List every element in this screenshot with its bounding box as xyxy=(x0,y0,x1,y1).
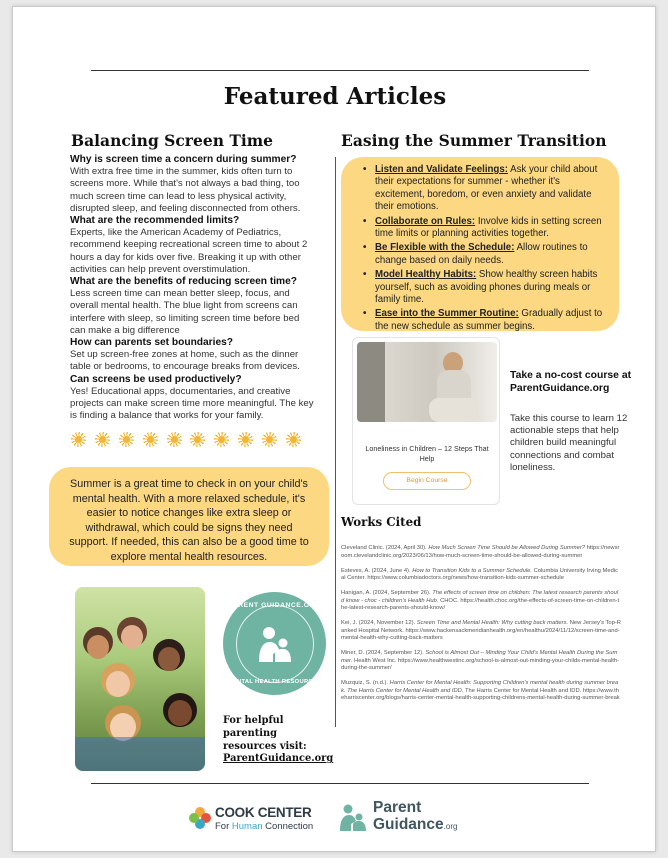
faq-item xyxy=(70,276,315,337)
course-photo xyxy=(357,342,497,422)
works-cited-heading: Works Cited xyxy=(341,515,422,529)
tip-item xyxy=(363,242,605,267)
parent-child-icon xyxy=(253,622,297,666)
citation-author: Esteves, A. (2024, June 4). xyxy=(341,567,413,574)
citation-author: Cleveland Clinic. (2024, April 30). xyxy=(341,545,429,551)
faq-question: How can parents set boundaries? xyxy=(70,337,234,349)
sun-icon xyxy=(238,432,253,447)
faq-item xyxy=(70,154,315,215)
citation-title: How Much Screen Time Should be Allowed During Summer? xyxy=(428,545,585,551)
sun-icon xyxy=(143,432,158,447)
footer-logos xyxy=(13,799,657,839)
bottom-divider xyxy=(91,783,589,784)
citation-title: Screen Time and Mental Health: Why cutting back matters. xyxy=(416,620,569,626)
faq-item xyxy=(70,337,315,374)
tips-list xyxy=(363,164,605,333)
top-divider xyxy=(91,70,589,71)
mental-health-resources-badge xyxy=(223,592,326,695)
tip-item xyxy=(363,269,605,306)
tip-title: Collaborate on Rules: xyxy=(375,215,476,227)
citation xyxy=(341,545,621,560)
citation-author: Miner, D. (2024, September 12). xyxy=(341,650,426,656)
tip-body: Gradually adjust to the new schedule as summer begins. xyxy=(375,308,603,332)
parent-guidance-logo xyxy=(339,799,489,839)
faq-answer: Experts, like the American Academy of Pediatrics, recommend keeping recreational screen time to about 2 hours a day for kids over five. Breaking it up with other activities can help prevent overstimulation. xyxy=(70,227,308,275)
tip-title: Listen and Validate Feelings: xyxy=(375,164,508,175)
cook-center-name: COOK CENTER xyxy=(215,805,312,820)
citation xyxy=(341,680,621,703)
mental-health-callout: Summer is a great time to check in on your child's mental health. With a more relaxed schedule, it's easier to notice changes like extra sleep or withdrawal, which could be signs they need support. If needed, this can also be a good time to explore mental health resources. xyxy=(49,467,329,566)
resources-note xyxy=(223,715,333,766)
sun-icon xyxy=(286,432,301,447)
tip-title: Ease into the Summer Routine: xyxy=(375,308,519,320)
citation xyxy=(341,650,621,673)
cook-center-flower-icon xyxy=(189,807,211,829)
sun-icon xyxy=(262,432,277,447)
tip-body: Involve kids in setting screen time limits or planning activities together. xyxy=(375,215,602,240)
citation xyxy=(341,620,621,643)
course-card[interactable] xyxy=(352,337,500,505)
sun-icon xyxy=(71,432,86,447)
tip-body: Show healthy screen habits yourself, such as avoiding phones during meals or family time. xyxy=(375,269,598,306)
citation-title: The effects of screen time on children: The latest research parents should know - choc - children's Health Hub. xyxy=(341,590,619,604)
citation xyxy=(341,568,621,583)
sun-icon xyxy=(214,432,229,447)
citation-source: Columbia University Irving Medical Center. https://www.columbiadoctors.org/news/how-transition-kids-summer-schedule xyxy=(341,567,618,581)
kids-photo xyxy=(75,587,205,771)
column-divider xyxy=(335,157,336,727)
parentguidance-link[interactable]: ParentGuidance.org xyxy=(223,753,334,765)
badge-bottom-text: MENTAL HEALTH RESOURCES xyxy=(227,679,322,685)
sun-icon xyxy=(119,432,134,447)
tip-title: Model Healthy Habits: xyxy=(375,269,477,281)
faq-answer: Yes! Educational apps, documentaries, and creative projects can make screen time more meaningful. The key is finding a balance that works for your family. xyxy=(70,385,314,422)
citation-author: Muzquiz, S. (n.d.). xyxy=(341,680,390,686)
tip-item xyxy=(363,216,605,241)
citation-source: Health West Inc. https://www.healthwestinc.org/school-is-almost-out-minding-your-childs-mental-health-during-the-summer/ xyxy=(341,657,620,671)
sun-icon xyxy=(95,432,110,447)
article-page xyxy=(12,6,656,852)
tip-title: Be Flexible with the Schedule: xyxy=(375,242,515,254)
faq-question: Why is screen time a concern during summer? xyxy=(70,154,297,165)
resources-text: For helpful parenting resources visit: xyxy=(223,715,307,752)
citation-source: The Harris Center for Mental Health and IDD. https://www.theharriscenter.org/blogs/harris-center-mental-health-supporting-childrens-mental-health-during-summer-break xyxy=(341,687,620,701)
citation-author: Hanigan, A. (2024, September 26). xyxy=(341,590,433,596)
citation-author: Kei, J. (2024, November 12). xyxy=(341,620,417,626)
works-cited-list xyxy=(341,545,621,710)
right-heading: Easing the Summer Transition xyxy=(341,131,607,150)
nocost-course-body: Take this course to learn 12 actionable steps that help children build meaningful connections and combat loneliness. xyxy=(510,413,628,473)
citation-source: https://newsroom.clevelandclinic.org/2023/06/13/how-much-screen-time-should-be-allowed-during-summer xyxy=(341,545,620,559)
faq-item xyxy=(70,374,315,423)
parent-guidance-icon xyxy=(339,803,367,831)
nocost-course-title: Take a no-cost course at ParentGuidance.org xyxy=(510,370,632,394)
badge-top-text: PARENT GUIDANCE.ORG xyxy=(228,602,321,609)
sun-divider xyxy=(71,432,301,447)
page-title: Featured Articles xyxy=(223,83,447,110)
left-heading: Balancing Screen Time xyxy=(71,131,274,150)
faq-answer: Set up screen-free zones at home, such as the dinner table or bedrooms, to encourage breaks from devices. xyxy=(70,349,300,373)
citation-source: New Jersey's Top-Ranked Hospital Network. https://www.hackensackmeridianhealth.org/en/healthu/2024/11/12/screen-time-and-mental-health-why-cutting-back-matters xyxy=(341,620,621,641)
faq-question: What are the recommended limits? xyxy=(70,215,240,227)
citation-title: Harris Center for Mental Health: Supporting Children's mental health during summer break. The Harris Center for Mental Health and IDD. xyxy=(341,680,619,694)
parent-guidance-wordmark: Parent Guidance.org xyxy=(373,799,458,833)
tip-body: Ask your child about their expectations for summer - whether it's excitement, boredom, or even anxiety and validate their emotions. xyxy=(375,164,598,213)
faq-question: Can screens be used productively? xyxy=(70,373,242,385)
citation xyxy=(341,590,621,613)
cook-center-tagline: For Human Connection xyxy=(215,821,314,832)
faq-item xyxy=(70,215,315,276)
screen-time-faq xyxy=(70,154,315,422)
badge-ring xyxy=(236,605,314,683)
faq-answer: Less screen time can mean better sleep, focus, and overall mental health. The blue light from screens can interfere with sleep, so limiting screen time before bed can make a big difference xyxy=(70,288,300,336)
course-card-title: Loneliness in Children – 12 Steps That Help xyxy=(365,444,489,463)
faq-question: What are the benefits of reducing screen time? xyxy=(70,276,298,288)
sun-icon xyxy=(190,432,205,447)
begin-course-button[interactable]: Begin Course xyxy=(383,472,471,490)
summer-tips-box xyxy=(341,157,619,331)
citation-source: CHOC. https://health.choc.org/the-effects-of-screen-time-on-children-the-latest-research-parents-should-know/ xyxy=(341,597,620,611)
citation-title: School is Almost Out – Minding Your Child's Mental Health During the Summer. xyxy=(341,650,618,664)
citation-title: How to Transition Kids to a Summer Schedule. xyxy=(412,567,532,574)
cook-center-logo xyxy=(189,801,329,835)
sun-icon xyxy=(167,432,182,447)
tip-item xyxy=(363,308,605,333)
tip-body: Allow routines to change based on daily needs. xyxy=(375,242,588,266)
faq-answer: With extra free time in the summer, kids often turn to screens more. While that's not always a bad thing, too much screen time can lead to less physical activity, disrupted sleep, and feeling disconnected from others. xyxy=(70,166,301,214)
tip-item xyxy=(363,164,605,214)
